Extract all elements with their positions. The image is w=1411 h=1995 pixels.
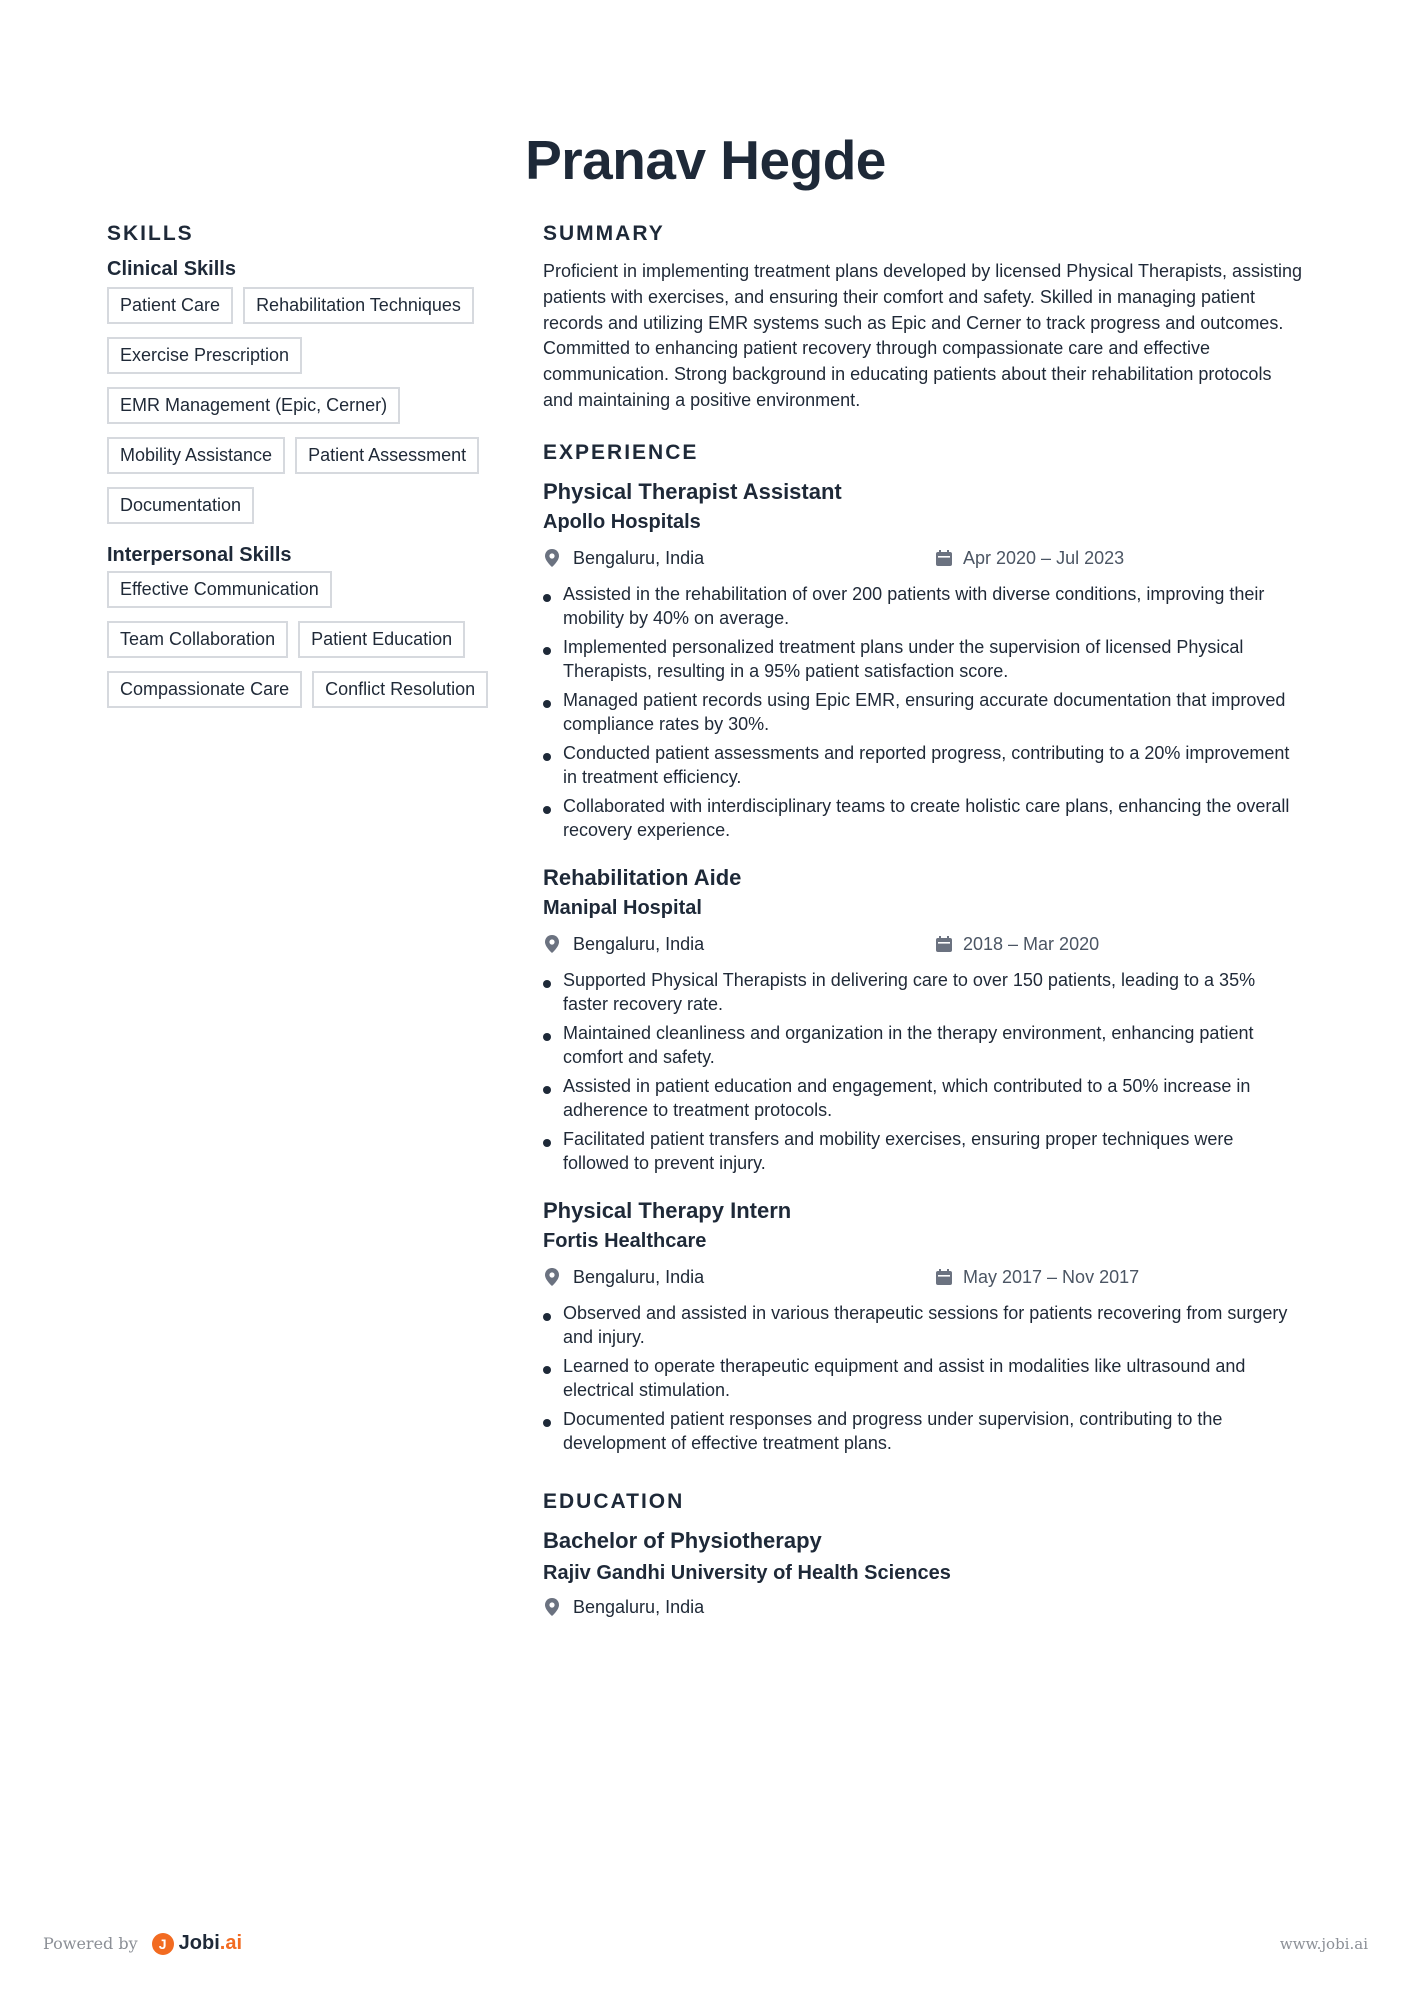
skill-tag: Documentation — [107, 487, 254, 524]
skill-tag: Mobility Assistance — [107, 437, 285, 474]
powered-by-label: Powered by — [43, 1934, 138, 1953]
map-pin-icon — [543, 548, 561, 568]
job-dates: May 2017 – Nov 2017 — [963, 1266, 1140, 1287]
job-meta — [543, 934, 1303, 958]
bullet-item: Supported Physical Therapists in delivering care to over 150 patients, leading to a 35% faster recovery rate. — [543, 968, 1303, 1017]
degree-title: Bachelor of Physiotherapy — [543, 1527, 822, 1553]
calendar-icon — [935, 1268, 953, 1286]
powered-by-footer — [43, 1932, 242, 1955]
skills-heading: SKILLS — [107, 222, 194, 245]
skill-tag: Exercise Prescription — [107, 337, 302, 374]
skill-tag: Patient Assessment — [295, 437, 479, 474]
bullet-item: Collaborated with interdisciplinary teams to create holistic care plans, enhancing the overall recovery experience. — [543, 794, 1303, 843]
summary-heading: SUMMARY — [543, 222, 665, 245]
calendar-icon — [935, 549, 953, 567]
bullet-item: Implemented personalized treatment plans under the supervision of licensed Physical Therapists, resulting in a 95% patient satisfaction score. — [543, 635, 1303, 684]
job-bullets — [543, 1301, 1303, 1456]
map-pin-icon — [543, 1267, 561, 1287]
job-entry — [543, 465, 1303, 843]
website-link[interactable]: www.jobi.ai — [1279, 1935, 1368, 1953]
brand-logo-link[interactable] — [152, 1932, 242, 1955]
skill-tag: Team Collaboration — [107, 621, 288, 658]
main-content — [543, 222, 1303, 1621]
school-name: Rajiv Gandhi University of Health Sciences — [543, 1561, 951, 1584]
skill-tag: Rehabilitation Techniques — [243, 287, 474, 324]
education-meta — [543, 1597, 1303, 1621]
job-entry — [543, 1180, 1303, 1456]
education-location: Bengaluru, India — [573, 1596, 705, 1617]
education-heading: EDUCATION — [543, 1489, 685, 1513]
job-dates: 2018 – Mar 2020 — [963, 933, 1100, 954]
job-bullets — [543, 968, 1303, 1176]
jobi-logo-icon: J — [152, 1933, 174, 1955]
map-pin-icon — [543, 934, 561, 954]
skill-group-title: Interpersonal Skills — [107, 544, 292, 566]
summary-text: Proficient in implementing treatment plans developed by licensed Physical Therapists, assisting patients with exercises, and ensuring their comfort and safety. Skilled in managing patient records and utilizing EMR systems such as Epic and Cerner to track progress and outcomes. Committed to enhancing patient recovery through compassionate care and effective communication. Strong background in educating patients about their rehabilitation protocols and maintaining a positive environment. — [543, 261, 1303, 410]
skill-tag: Patient Care — [107, 287, 233, 324]
skill-group-title: Clinical Skills — [107, 258, 236, 280]
calendar-icon — [935, 935, 953, 953]
job-meta — [543, 1267, 1303, 1291]
job-title: Rehabilitation Aide — [543, 864, 742, 890]
company-name: Fortis Healthcare — [543, 1229, 707, 1252]
job-location: Bengaluru, India — [573, 1266, 705, 1287]
skill-tag: EMR Management (Epic, Cerner) — [107, 387, 400, 424]
bullet-item: Facilitated patient transfers and mobility exercises, ensuring proper techniques were followed to prevent injury. — [543, 1127, 1303, 1176]
job-dates: Apr 2020 – Jul 2023 — [963, 547, 1125, 568]
bullet-item: Documented patient responses and progress under supervision, contributing to the development of effective treatment plans. — [543, 1407, 1303, 1456]
bullet-item: Conducted patient assessments and reported progress, contributing to a 20% improvement in treatment efficiency. — [543, 741, 1303, 790]
bullet-item: Managed patient records using Epic EMR, ensuring accurate documentation that improved compliance rates by 30%. — [543, 688, 1303, 737]
experience-heading: EXPERIENCE — [543, 440, 699, 464]
bullet-item: Assisted in patient education and engagement, which contributed to a 50% increase in adherence to treatment protocols. — [543, 1074, 1303, 1123]
job-title: Physical Therapist Assistant — [543, 478, 842, 504]
skill-tag: Patient Education — [298, 621, 465, 658]
job-bullets — [543, 582, 1303, 843]
bullet-item: Maintained cleanliness and organization in the therapy environment, enhancing patient comfort and safety. — [543, 1021, 1303, 1070]
interpersonal-skills-list — [107, 571, 517, 708]
company-name: Apollo Hospitals — [543, 510, 701, 533]
candidate-name: Pranav Hegde — [525, 129, 886, 191]
job-location: Bengaluru, India — [573, 933, 705, 954]
sidebar — [107, 222, 527, 708]
map-pin-icon — [543, 1597, 561, 1617]
bullet-item: Observed and assisted in various therapeutic sessions for patients recovering from surgery and injury. — [543, 1301, 1303, 1350]
brand-name: Jobi.ai — [178, 1932, 243, 1954]
job-location: Bengaluru, India — [573, 547, 705, 568]
skill-tag: Effective Communication — [107, 571, 332, 608]
job-title: Physical Therapy Intern — [543, 1197, 792, 1223]
job-entry — [543, 847, 1303, 1176]
skill-tag: Compassionate Care — [107, 671, 302, 708]
clinical-skills-list — [107, 287, 517, 524]
bullet-item: Learned to operate therapeutic equipment and assist in modalities like ultrasound and electrical stimulation. — [543, 1354, 1303, 1403]
bullet-item: Assisted in the rehabilitation of over 200 patients with diverse conditions, improving their mobility by 40% on average. — [543, 582, 1303, 631]
job-meta — [543, 548, 1303, 572]
skill-tag: Conflict Resolution — [312, 671, 488, 708]
company-name: Manipal Hospital — [543, 896, 702, 919]
